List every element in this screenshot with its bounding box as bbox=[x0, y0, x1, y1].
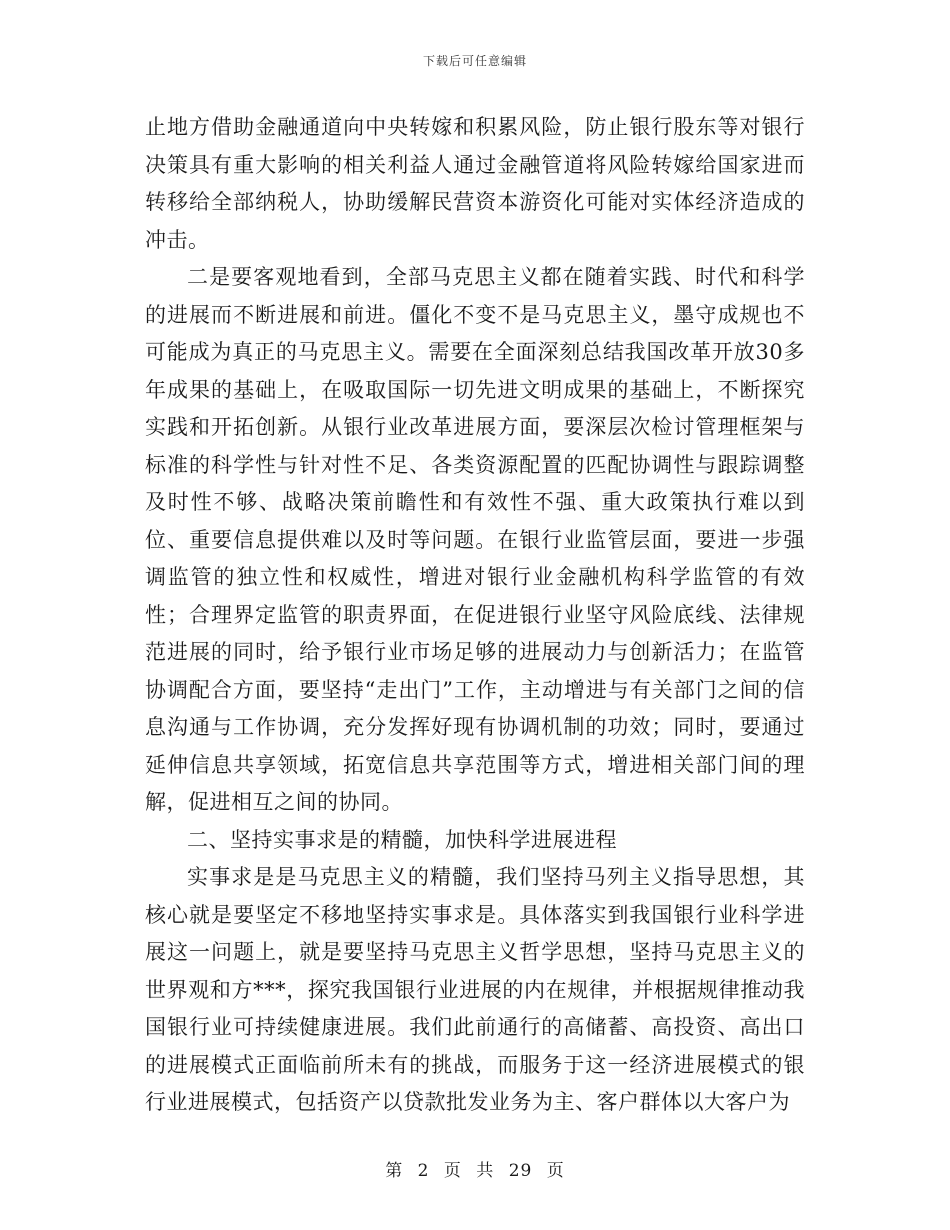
footer-label-total: 共 bbox=[476, 1161, 495, 1181]
page-footer bbox=[0, 1156, 950, 1181]
footer-label-unit: 页 bbox=[443, 1161, 462, 1181]
document-body bbox=[145, 109, 805, 1122]
footer-label-unit-2: 页 bbox=[546, 1161, 565, 1181]
footer-label-page: 第 bbox=[385, 1161, 404, 1181]
footer-total-pages: 29 bbox=[508, 1161, 533, 1181]
page-header: 下载后可任意编辑 bbox=[422, 54, 527, 68]
paragraph: 实事求是是马克思主义的精髓，我们坚持马列主义指导思想，其核心就是要坚定不移地坚持实事求是。具体落实到我国银行业科学进展这一问题上，就是要坚持马克思主义哲学思想，坚持马克思主义的世界观和方***，探究我国银行业进展的内在规律，并根据规律推动我国银行业可持续健康进展。我们此前通行的高储蓄、高投资、高出口的进展模式正面临前所未有的挑战，而服务于这一经济进展模式的银行业进展模式，包括资产以贷款批发业务为主、客户群体以大客户为 bbox=[145, 865, 805, 1114]
paragraph: 二是要客观地看到，全部马克思主义都在随着实践、时代和科学的进展而不断进展和前进。僵化不变不是马克思主义，墨守成规也不可能成为真正的马克思主义。需要在全面深刻总结我国改革开放30多年成果的基础上，在吸取国际一切先进文明成果的基础上，不断探究实践和开拓创新。从银行业改革进展方面，要深层次检讨管理框架与标准的科学性与针对性不足、各类资源配置的匹配协调性与跟踪调整及时性不够、战略决策前瞻性和有效性不强、重大政策执行难以到位、重要信息提供难以及时等问题。在银行业监管层面，要进一步强调监管的独立性和权威性，增进对银行业金融机构科学监管的有效性；合理界定监管的职责界面，在促进银行业坚守风险底线、法律规范进展的同时，给予银行业市场足够的进展动力与创新活力；在监管协调配合方面，要坚持“走出门”工作，主动增进与有关部门之间的信息沟通与工作协调，充分发挥好现有协调机制的功效；同时，要通过延伸信息共享领域，拓宽信息共享范围等方式，增进相关部门间的理解，促进相互之间的协同。 bbox=[145, 265, 805, 814]
footer-current-page: 2 bbox=[417, 1161, 430, 1181]
section-heading: 二、坚持实事求是的精髓，加快科学进展进程 bbox=[187, 827, 617, 852]
paragraph-continued: 止地方借助金融通道向中央转嫁和积累风险，防止银行股东等对银行决策具有重大影响的相关利益人通过金融管道将风险转嫁给国家进而转移给全部纳税人，协助缓解民营资本游资化可能对实体经济造成的冲击。 bbox=[145, 115, 805, 252]
